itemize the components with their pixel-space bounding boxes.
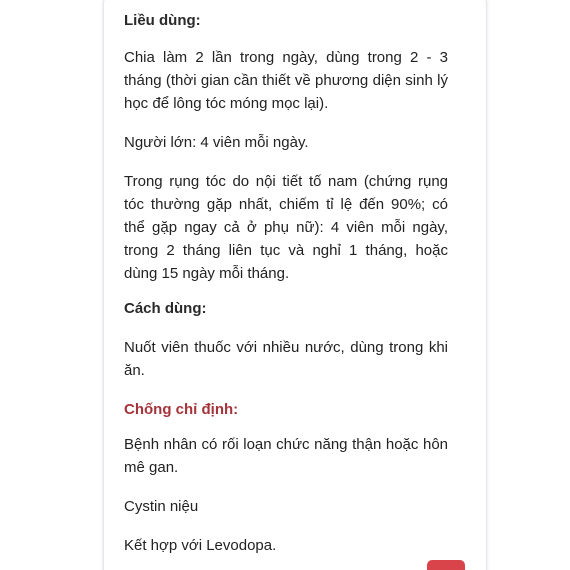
usage-heading: Cách dùng: xyxy=(124,300,207,317)
contraindication-levodopa: Kết hợp với Levodopa. xyxy=(124,537,277,554)
usage-paragraph: Nuốt viên thuốc với nhiều nước, dùng trong khi ăn. xyxy=(124,339,448,379)
dosage-heading: Liều dùng: xyxy=(124,12,201,29)
contraindication-cystinuria: Cystin niệu xyxy=(124,498,199,515)
floating-action-button[interactable] xyxy=(427,560,465,570)
dosage-paragraph: Chia làm 2 lần trong ngày, dùng trong 2 - 3 tháng (thời gian cần thiết về phương diện sinh lý học để lông tóc móng mọc lại). xyxy=(124,49,448,112)
contraindications-heading: Chống chỉ định: xyxy=(124,401,239,418)
adult-dose-paragraph: Người lớn: 4 viên mỗi ngày. xyxy=(124,134,309,151)
contraindication-kidney-liver: Bệnh nhân có rối loạn chức năng thận hoặc hôn mê gan. xyxy=(124,436,448,476)
hormonal-hair-loss-paragraph: Trong rụng tóc do nội tiết tố nam (chứng rụng tóc thường gặp nhất, chiếm tỉ lệ đến 90%; có thể gặp ngay cả ở phụ nữ): 4 viên mỗi ngày, trong 2 tháng liên tục và nghỉ 1 tháng, hoặc dùng 15 ngày mỗi tháng. xyxy=(124,173,448,282)
